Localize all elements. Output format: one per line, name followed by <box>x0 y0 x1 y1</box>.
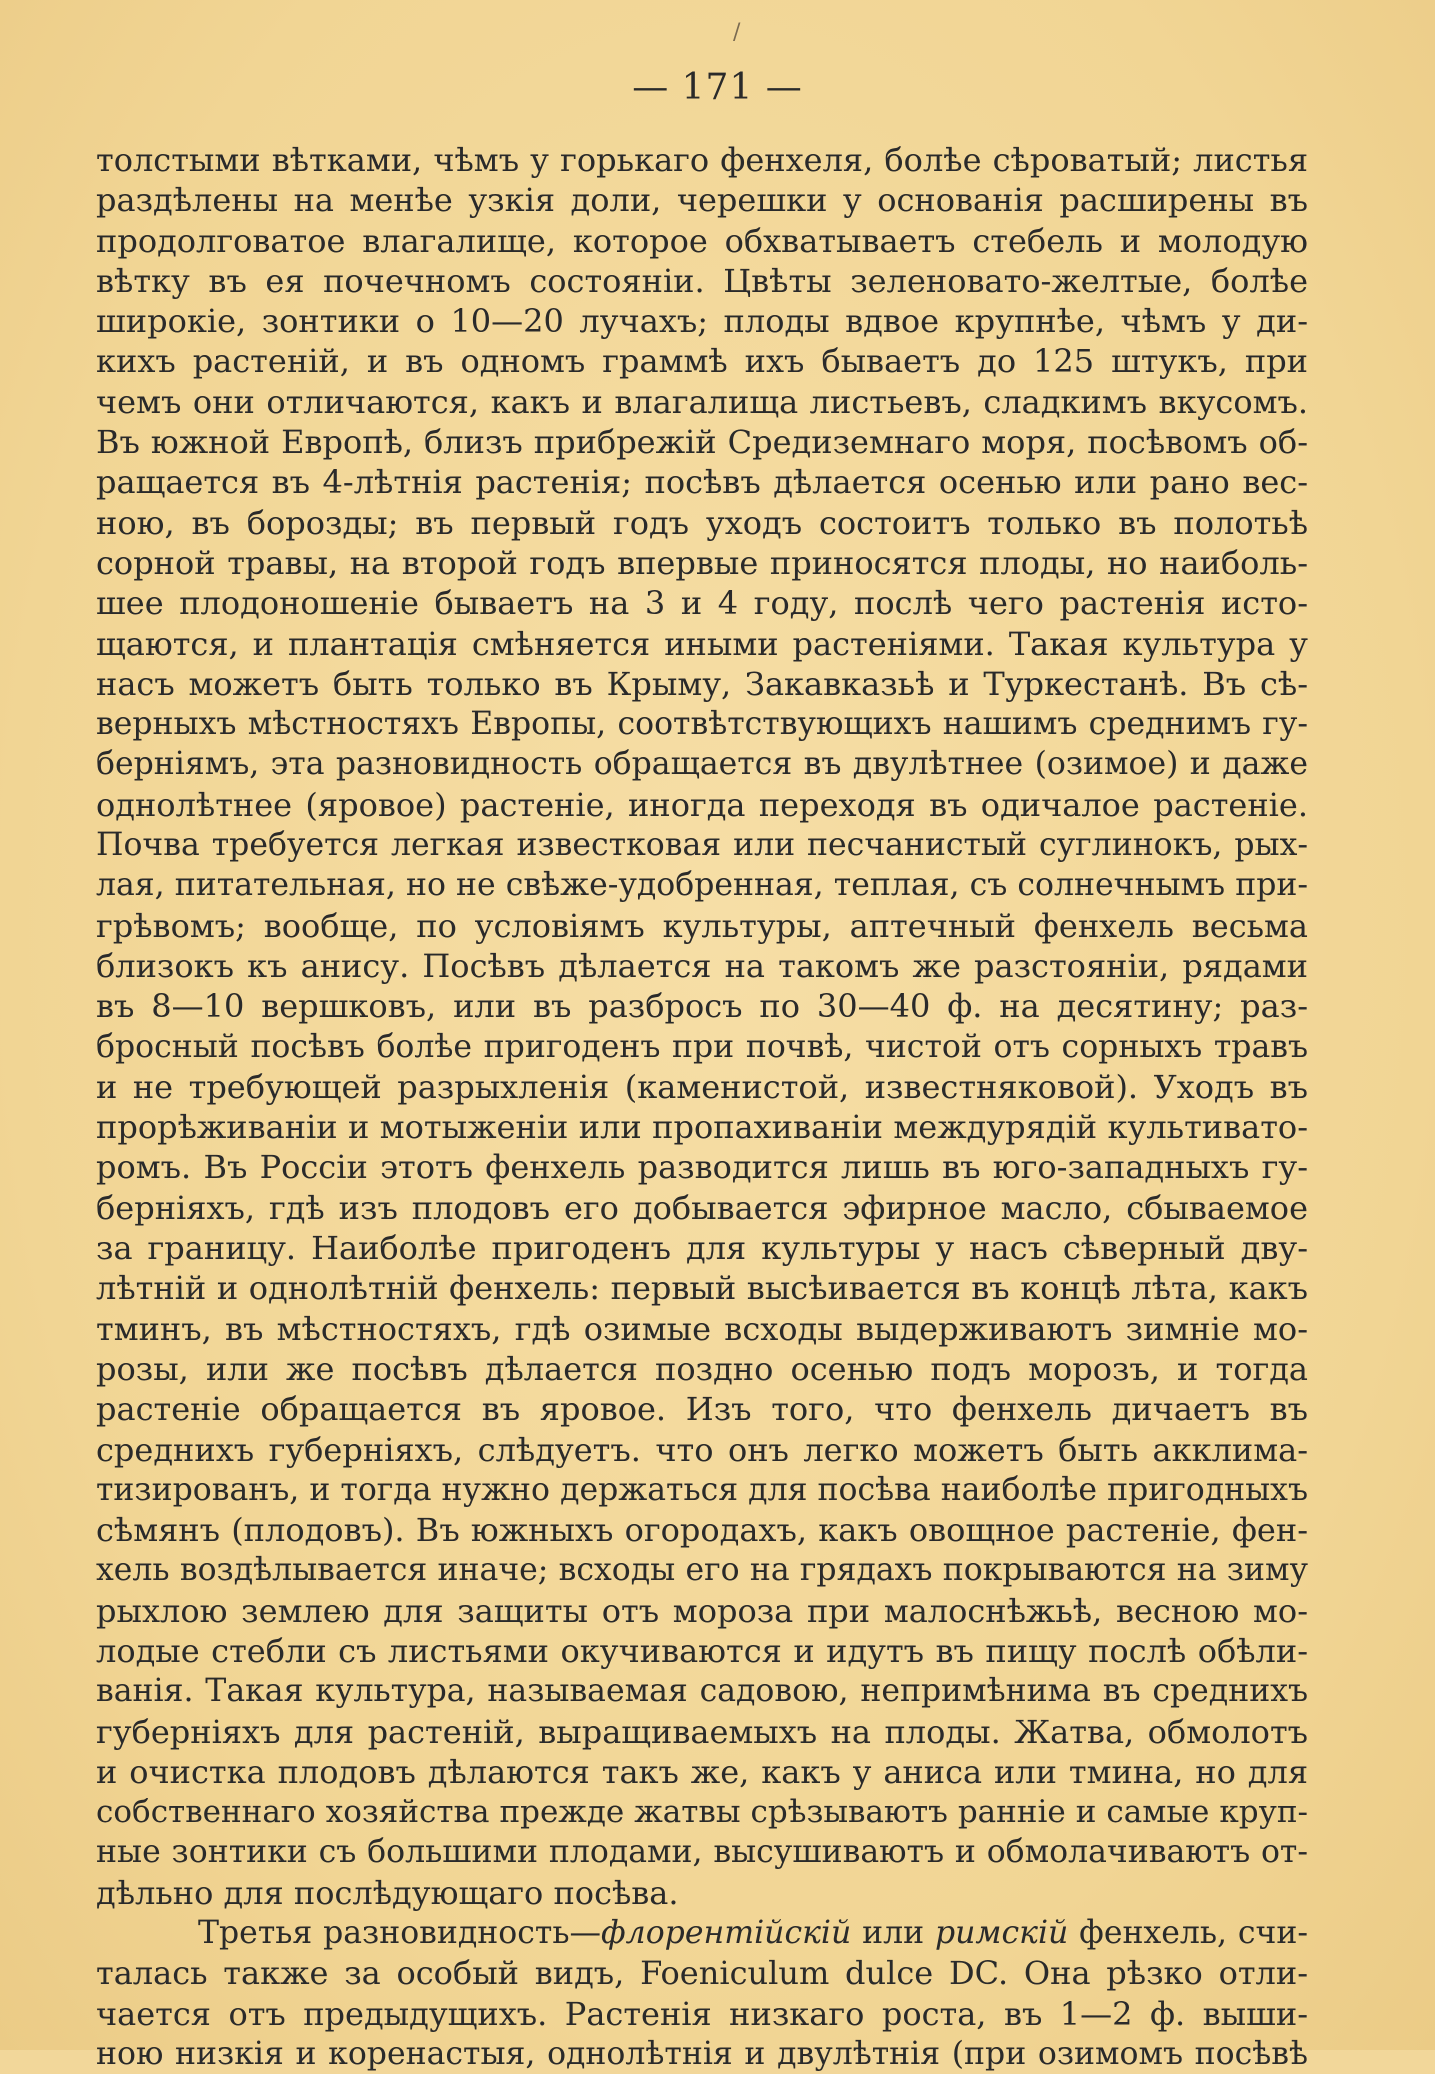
text-line: продолговатое влагалище, которое обхватываетъ стебель и молодую <box>96 221 1308 260</box>
text-line-paragraph-start <box>96 1913 1308 1953</box>
text-run: фенхель, счи- <box>1068 1915 1308 1952</box>
text-line: чается отъ предыдущихъ. Растенія низкаго роста, въ 1—2 ф. выши- <box>96 1994 1308 2033</box>
text-line: сорной травы, на второй годъ впервые приносятся плоды, но наиболь- <box>96 543 1308 582</box>
text-line: бросный посѣвъ болѣе пригоденъ при почвѣ, чистой отъ сорныхъ травъ <box>96 1028 1308 1065</box>
text-line: щаются, и плантація смѣняется иными растеніями. Такая культура у <box>96 624 1308 663</box>
text-line: среднихъ губерніяхъ, слѣдуетъ. что онъ легко можетъ быть акклима- <box>96 1430 1308 1469</box>
text-line: розы, или же посѣвъ дѣлается поздно осенью подъ морозъ, и тогда <box>96 1349 1308 1388</box>
text-line: раздѣлены на менѣе узкія доли, черешки у основанія расширены въ <box>96 181 1308 220</box>
text-line: Въ южной Европѣ, близъ прибрежій Средиземнаго моря, посѣвомъ об- <box>96 423 1308 462</box>
text-line: собственнаго хозяйства прежде жатвы срѣзываютъ ранніе и самые круп- <box>96 1794 1308 1831</box>
text-line: берніямъ, эта разновидность обращается въ двулѣтнее (озимое) и даже <box>96 746 1308 783</box>
text-run: или <box>851 1915 935 1952</box>
text-line: вѣтку въ ея почечномъ состояніи. Цвѣты зеленовато-желтые, болѣе <box>96 261 1308 300</box>
text-line: верныхъ мѣстностяхъ Европы, соотвѣтствующихъ нашимъ среднимъ гу- <box>96 706 1308 743</box>
text-line-paragraph-end: дѣльно для послѣдующаго посѣва. <box>96 1873 679 1912</box>
text-line: чемъ они отличаются, какъ и влагалища листьевъ, сладкимъ вкусомъ. <box>96 382 1308 421</box>
text-line: рыхлою землею для защиты отъ мороза при малоснѣжьѣ, весною мо- <box>96 1591 1308 1630</box>
body-text <box>96 140 1308 2074</box>
italic-term-roman: римскій <box>934 1915 1069 1952</box>
text-line: грѣвомъ; вообще, по условіямъ культуры, аптечный фенхель весьма <box>96 906 1308 945</box>
text-line: Почва требуется легкая известковая или песчанистый суглинокъ, рых- <box>96 827 1308 864</box>
text-line: тминъ, въ мѣстностяхъ, гдѣ озимые всходы выдерживаютъ зимніе мо- <box>96 1309 1308 1348</box>
text-line: хель воздѣлывается иначе; всходы его на грядахъ покрываются на зиму <box>96 1552 1308 1589</box>
text-line: сѣмянъ (плодовъ). Въ южныхъ огородахъ, какъ овощное растеніе, фен- <box>96 1511 1308 1550</box>
text-line: широкіе, зонтики о 10—20 лучахъ; плоды вдвое крупнѣе, чѣмъ у ди- <box>96 302 1308 341</box>
text-line: кихъ растеній, и въ одномъ граммѣ ихъ бываетъ до 125 штукъ, при <box>96 342 1308 381</box>
text-line: тизированъ, и тогда нужно держаться для посѣва наиболѣе пригодныхъ <box>96 1471 1308 1508</box>
italic-term-florentine: флорентійскій <box>601 1915 852 1952</box>
text-line: ною низкія и коренастыя, однолѣтнія и двулѣтнія (при озимомъ посѣвѣ <box>96 2035 1308 2072</box>
text-line: лодые стебли съ листьями окучиваются и идутъ въ пищу послѣ обѣли- <box>96 1631 1308 1670</box>
text-line: ною, въ борозды; въ первый годъ уходъ состоитъ только въ полотьѣ <box>96 503 1308 542</box>
text-line: близокъ къ анису. Посѣвъ дѣлается на такомъ же разстояніи, рядами <box>96 946 1308 985</box>
text-line: ванія. Такая культура, называемая садовою, непримѣнима въ среднихъ <box>96 1673 1308 1710</box>
page-number: — 171 — <box>632 67 803 108</box>
text-line: растеніе обращается въ яровое. Изъ того, что фенхель дичаетъ въ <box>96 1390 1308 1429</box>
text-line: и очистка плодовъ дѣлаются такъ же, какъ у аниса или тмина, но для <box>96 1752 1308 1791</box>
text-line: за границу. Наиболѣе пригоденъ для культуры у насъ сѣверный дву- <box>96 1229 1308 1268</box>
text-line: насъ можетъ быть только въ Крыму, Закавказьѣ и Туркестанѣ. Въ сѣ- <box>96 664 1308 703</box>
text-line: ращается въ 4-лѣтнія растенія; посѣвъ дѣлается осенью или рано вес- <box>96 463 1308 502</box>
text-line: шее плодоношеніе бываетъ на 3 и 4 году, послѣ чего растенія исто- <box>96 584 1308 623</box>
text-line: берніяхъ, гдѣ изъ плодовъ его добывается эфирное масло, сбываемое <box>96 1188 1308 1227</box>
text-line: прорѣживаніи и мотыженіи или пропахиваніи междурядій культивато- <box>96 1108 1308 1147</box>
text-line: толстыми вѣтками, чѣмъ у горькаго фенхеля, болѣе сѣроватый; листья <box>96 141 1308 179</box>
text-run: Третья разновидность— <box>198 1915 601 1952</box>
text-line: въ 8—10 вершковъ, или въ разбросъ по 30—40 ф. на десятину; раз- <box>96 987 1308 1026</box>
text-line: талась также за особый видъ, Foeniculum dulce DC. Она рѣзко отли- <box>96 1954 1308 1993</box>
text-line: ные зонтики съ большими плодами, высушиваютъ и обмолачиваютъ от- <box>96 1834 1308 1871</box>
text-line: лая, питательная, но не свѣже-удобренная, теплая, съ солнечнымъ при- <box>96 867 1308 904</box>
text-line: однолѣтнее (яровое) растеніе, иногда переходя въ одичалое растеніе. <box>96 785 1308 824</box>
text-line: лѣтній и однолѣтній фенхель: первый высѣивается въ концѣ лѣта, какъ <box>96 1269 1308 1308</box>
text-line: и не требующей разрыхленія (каменистой, известняковой). Уходъ въ <box>96 1067 1308 1106</box>
text-line: губерніяхъ для растеній, выращиваемыхъ на плоды. Жатва, обмолотъ <box>96 1712 1308 1751</box>
pencil-mark: / <box>733 20 741 45</box>
text-line: ромъ. Въ Россіи этотъ фенхель разводится лишь въ юго-западныхъ гу- <box>96 1148 1308 1187</box>
